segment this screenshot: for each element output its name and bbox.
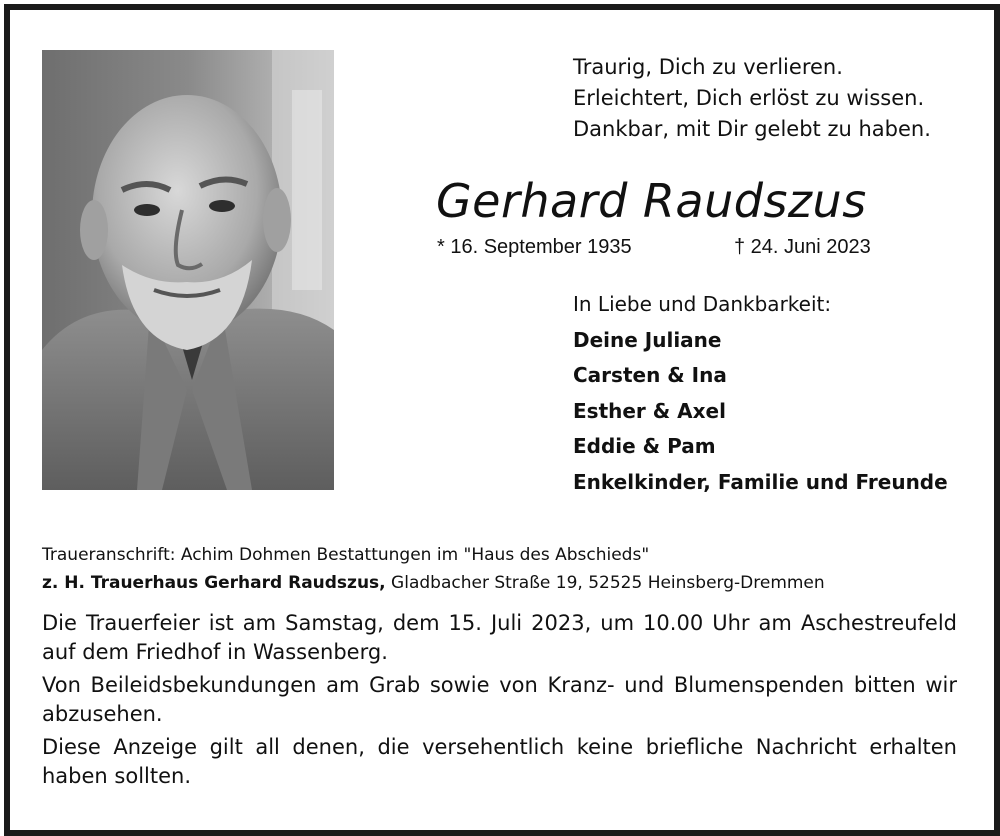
mourners-intro: In Liebe und Dankbarkeit:	[573, 292, 832, 316]
poem-line: Erleichtert, Dich erlöst zu wissen.	[573, 86, 925, 110]
mourner-name: Eddie & Pam	[573, 434, 716, 458]
address-line-2	[42, 569, 825, 597]
info-paragraph: Von Beileidsbekundungen am Grab sowie von Kranz- und Blumenspenden bitten wir abzusehen.	[42, 673, 957, 726]
poem-line: Dankbar, mit Dir gelebt zu haben.	[573, 117, 931, 141]
address-line-1: Traueranschrift: Achim Dohmen Bestattungen im "Haus des Abschieds"	[42, 545, 650, 565]
poem	[573, 52, 931, 145]
funeral-info	[42, 609, 957, 795]
portrait-photo	[42, 50, 334, 490]
address-street: Gladbacher Straße 19, 52525 Heinsberg-Dremmen	[385, 573, 825, 593]
mourners-list	[573, 287, 948, 500]
mourning-address	[42, 541, 825, 597]
death-date: † 24. Juni 2023	[734, 236, 871, 258]
info-paragraph: Die Trauerfeier ist am Samstag, dem 15. Juli 2023, um 10.00 Uhr am Aschestreufeld auf dem Friedhof in Wassenberg.	[42, 611, 957, 664]
address-recipient: z. H. Trauerhaus Gerhard Raudszus,	[42, 573, 386, 593]
info-paragraph: Diese Anzeige gilt all denen, die versehentlich keine briefliche Nachricht erhalten haben sollten.	[42, 735, 957, 788]
mourner-name: Esther & Axel	[573, 398, 726, 423]
deceased-name: Gerhard Raudszus	[436, 174, 867, 228]
mourner-name: Deine Juliane	[573, 327, 722, 352]
mourner-name: Enkelkinder, Familie und Freunde	[573, 469, 948, 494]
birth-date: * 16. September 1935	[437, 236, 632, 258]
poem-line: Traurig, Dich zu verlieren.	[573, 55, 843, 79]
mourner-name: Carsten & Ina	[573, 363, 727, 387]
